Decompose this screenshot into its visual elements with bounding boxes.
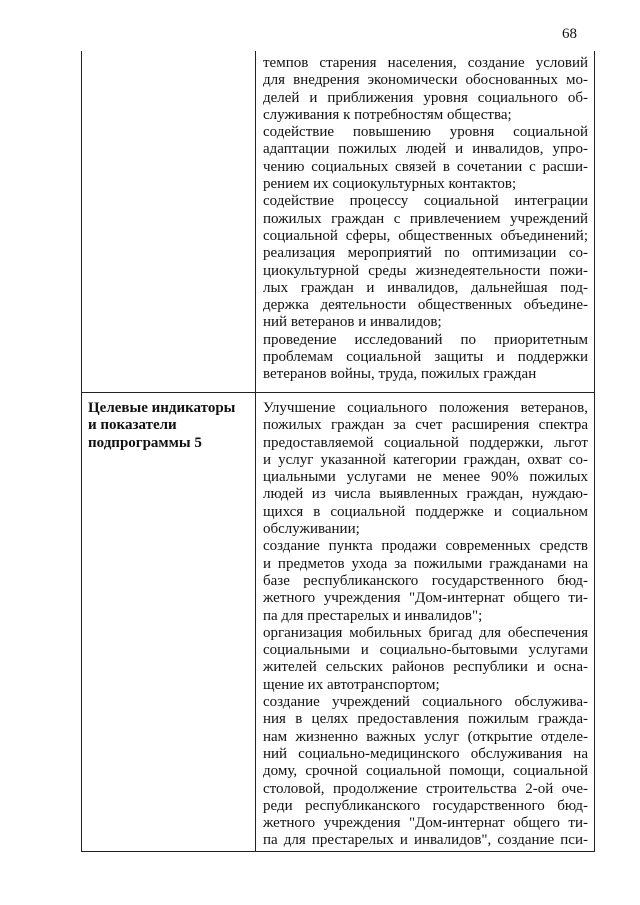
- column-divider: [255, 51, 256, 851]
- label-line: и показатели: [88, 417, 177, 434]
- text-line: щихся в социальной поддержке и социальном: [263, 503, 588, 520]
- text-line: циокультурной среды жизнедеятельности пожи-: [263, 262, 588, 279]
- text-line: реди республиканского государственного бюд-: [263, 797, 588, 814]
- row2-description-cell: [263, 400, 588, 850]
- text-line: создание учреждений социального обслужива-: [263, 694, 588, 711]
- text-line: пожилых граждан за счет расширения спектра: [263, 417, 588, 434]
- text-line: служивания к потребностям общества;: [263, 106, 512, 123]
- text-line: Улучшение социального положения ветеранов,: [263, 400, 588, 416]
- text-line: щение их автотранспортом;: [263, 676, 440, 693]
- text-line: дому, срочной социальной помощи, социальной: [263, 763, 588, 780]
- text-line: и предметов ухода за пожилыми гражданами на: [263, 555, 588, 572]
- text-line: проведение исследований по приоритетным: [263, 331, 588, 348]
- text-line: жетного учреждения "Дом-интернат общего ти-: [263, 815, 588, 832]
- text-line: столовой, продолжение строительства 2-ой оче-: [263, 780, 588, 797]
- row1-description-cell: [263, 55, 588, 384]
- text-line: создание пункта продажи современных средств: [263, 538, 588, 555]
- text-line: и услуг указанной категории граждан, охват со-: [263, 451, 588, 468]
- text-line: циальными услугами не менее 90% пожилых: [263, 469, 588, 486]
- text-line: ветеранов войны, труда, пожилых граждан: [263, 366, 537, 383]
- text-line: людей из числа выявленных граждан, нуждаю-: [263, 486, 588, 503]
- text-line: содействие повышению уровня социальной: [263, 124, 588, 141]
- text-line: ний социально-медицинского обслуживания на: [263, 745, 588, 762]
- text-line: организация мобильных бригад для обеспечения: [263, 624, 588, 641]
- page-number: 68: [562, 26, 577, 42]
- text-line: жителей сельских районов республики и осна-: [263, 659, 588, 676]
- text-line: нам жизненно важных услуг (открытие отделе-: [263, 728, 588, 745]
- text-line: рением их социокультурных контактов;: [263, 176, 517, 193]
- text-line: пожилых граждан с привлечением учреждений: [263, 210, 588, 227]
- text-line: обслуживании;: [263, 521, 360, 538]
- text-line: темпов старения населения, создание условий: [263, 55, 588, 71]
- text-line: содействие процессу социальной интеграции: [263, 193, 588, 210]
- text-line: реализация мероприятий по оптимизации со-: [263, 245, 588, 262]
- row2-label-cell: [88, 400, 250, 452]
- text-line: предоставляемой социальной поддержки, льгот: [263, 434, 588, 451]
- row-divider: [82, 392, 594, 393]
- text-line: ния в целях предоставления пожилым гражда-: [263, 711, 588, 728]
- text-line: проблемам социальной защиты и поддержки: [263, 349, 588, 366]
- label-line: подпрограммы 5: [88, 434, 202, 451]
- text-line: па для престарелых и инвалидов";: [263, 607, 483, 624]
- text-line: социальной сферы, общественных объединений;: [263, 227, 588, 244]
- text-line: чению социальных связей в сочетании с расши-: [263, 158, 588, 175]
- text-line: держка деятельности общественных объедине-: [263, 297, 588, 314]
- label-line: Целевые индикаторы: [88, 400, 236, 416]
- program-table: [81, 51, 595, 852]
- text-line: для внедрения экономически обоснованных мо-: [263, 72, 588, 89]
- text-line: адаптации пожилых людей и инвалидов, упро-: [263, 141, 588, 158]
- text-line: базе республиканского государственного бюд-: [263, 572, 588, 589]
- text-line: лых граждан и инвалидов, дальнейшая под-: [263, 279, 588, 296]
- text-line: жетного учреждения "Дом-интернат общего ти-: [263, 590, 588, 607]
- text-line: делей и приближения уровня социального об-: [263, 89, 588, 106]
- text-line: социальными и социально-бытовыми услугами: [263, 642, 588, 659]
- text-line: ний ветеранов и инвалидов;: [263, 314, 442, 331]
- text-line: па для престарелых и инвалидов", создание пси-: [263, 832, 588, 849]
